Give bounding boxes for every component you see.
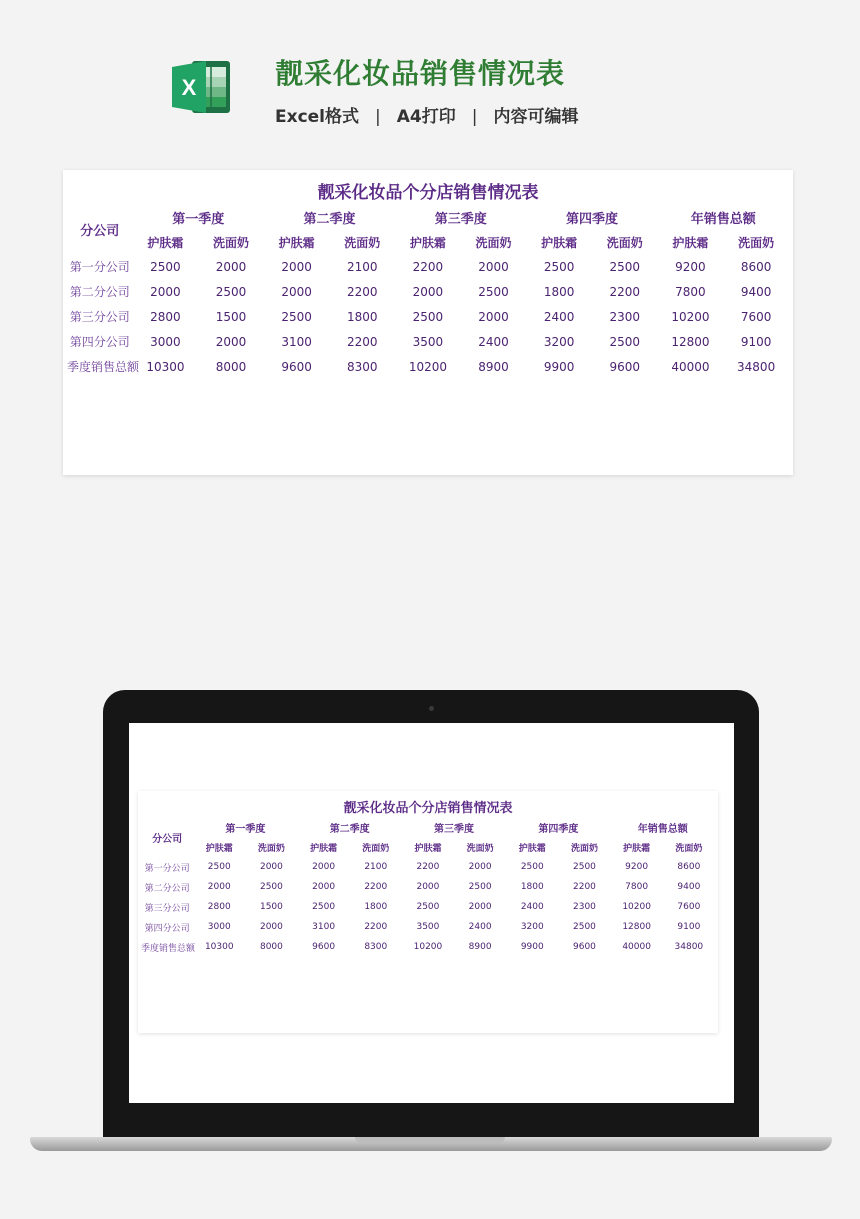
table-cell: 2000 bbox=[312, 862, 336, 872]
product-header: 护肤霜 bbox=[623, 844, 651, 854]
laptop-notch bbox=[355, 1137, 505, 1143]
table-cell: 8000 bbox=[259, 942, 283, 952]
table-cell: 9200 bbox=[675, 259, 706, 274]
table-cell: 3100 bbox=[312, 922, 336, 932]
table-cell: 2200 bbox=[609, 284, 641, 299]
table-cell: 2500 bbox=[412, 309, 444, 324]
page-title: 靓采化妆品销售情况表 bbox=[275, 57, 566, 90]
table-cell: 2200 bbox=[573, 882, 596, 892]
table-cell: 2000 bbox=[478, 309, 509, 324]
table-cell: 34800 bbox=[674, 942, 704, 952]
product-header: 护肤霜 bbox=[414, 844, 442, 854]
table-cell: 40000 bbox=[671, 359, 710, 374]
product-header: 护肤霜 bbox=[518, 844, 546, 854]
table-cell: 2300 bbox=[573, 902, 596, 912]
table-cell: 10200 bbox=[413, 942, 443, 952]
table-cell: 2100 bbox=[364, 862, 388, 872]
sheet-preview bbox=[63, 170, 793, 475]
sheet-title: 靓采化妆品个分店销售情况表 bbox=[343, 801, 513, 816]
table-cell: 9400 bbox=[677, 882, 701, 892]
table-cell: 2200 bbox=[364, 882, 388, 892]
table-cell: 2000 bbox=[281, 259, 312, 274]
table-cell: 40000 bbox=[622, 942, 651, 952]
product-header: 护肤霜 bbox=[205, 844, 233, 854]
header-row-quarters bbox=[141, 817, 715, 838]
table-cell: 12800 bbox=[622, 922, 651, 932]
page-header bbox=[0, 0, 860, 160]
table-cell: 2500 bbox=[281, 309, 312, 324]
quarter-header: 第二季度 bbox=[303, 211, 356, 227]
page-subtitle bbox=[275, 102, 578, 127]
product-header: 护肤霜 bbox=[541, 235, 578, 250]
product-header: 护肤霜 bbox=[147, 235, 184, 250]
table-cell: 2000 bbox=[259, 922, 283, 932]
table-cell: 2200 bbox=[416, 862, 440, 872]
table-cell: 1800 bbox=[364, 902, 388, 912]
separator: | bbox=[471, 107, 478, 127]
row-label: 第二分公司 bbox=[144, 883, 190, 894]
row-label: 第二分公司 bbox=[69, 285, 130, 299]
row-label: 第四分公司 bbox=[69, 335, 130, 349]
table-cell: 8300 bbox=[364, 942, 388, 952]
product-header: 护肤霜 bbox=[672, 235, 709, 250]
table-cell: 2500 bbox=[573, 862, 596, 872]
table-cell: 2400 bbox=[468, 922, 492, 932]
table-cell: 2500 bbox=[215, 284, 247, 299]
table-cell: 2800 bbox=[207, 902, 231, 912]
quarter-header: 第三季度 bbox=[434, 824, 475, 835]
print-label: A4打印 bbox=[396, 107, 456, 127]
table-cell: 2000 bbox=[281, 284, 312, 299]
excel-icon bbox=[170, 55, 234, 119]
table-cell: 9200 bbox=[625, 862, 649, 872]
separator: | bbox=[375, 107, 381, 127]
quarter-header: 第三季度 bbox=[434, 211, 487, 227]
quarter-header: 第四季度 bbox=[565, 211, 618, 227]
header-row-products bbox=[67, 230, 789, 254]
table-cell: 2500 bbox=[609, 259, 641, 274]
table-row bbox=[67, 279, 789, 304]
corner-header: 分公司 bbox=[152, 833, 183, 845]
table-cell: 2400 bbox=[520, 902, 544, 912]
row-label: 季度销售总额 bbox=[67, 360, 140, 374]
row-label: 第三分公司 bbox=[69, 310, 130, 324]
table-cell: 9600 bbox=[609, 359, 641, 374]
quarter-header: 年销售总额 bbox=[690, 211, 756, 227]
table-cell: 2500 bbox=[416, 902, 440, 912]
table-cell: 9600 bbox=[573, 942, 596, 952]
table-cell: 8900 bbox=[468, 942, 492, 952]
table-cell: 3000 bbox=[150, 334, 181, 349]
table-cell: 1500 bbox=[215, 309, 247, 324]
product-header: 护肤霜 bbox=[409, 235, 446, 250]
table-cell: 10200 bbox=[408, 359, 448, 374]
sheet-title: 靓采化妆品个分店销售情况表 bbox=[317, 183, 539, 203]
row-label: 第一分公司 bbox=[69, 260, 130, 274]
table-cell: 2500 bbox=[468, 882, 492, 892]
table-cell: 2000 bbox=[312, 882, 336, 892]
table-cell: 2200 bbox=[347, 334, 378, 349]
product-header: 洗面奶 bbox=[362, 844, 390, 854]
table-cell: 2500 bbox=[609, 334, 641, 349]
table-cell: 10200 bbox=[671, 309, 710, 324]
format-label: Excel格式 bbox=[275, 107, 360, 127]
table-cell: 9100 bbox=[740, 334, 772, 349]
table-cell: 2000 bbox=[468, 862, 492, 872]
table-cell: 2000 bbox=[215, 334, 247, 349]
table-cell: 8600 bbox=[740, 259, 772, 274]
product-header: 洗面奶 bbox=[675, 844, 703, 854]
table-cell: 2300 bbox=[609, 309, 641, 324]
table-cell: 2500 bbox=[573, 922, 596, 932]
product-header: 洗面奶 bbox=[570, 844, 598, 854]
table-cell: 1800 bbox=[520, 882, 544, 892]
table-cell: 2000 bbox=[478, 259, 509, 274]
table-cell: 2000 bbox=[416, 882, 440, 892]
table-cell: 2200 bbox=[347, 284, 378, 299]
table-cell: 2100 bbox=[347, 259, 378, 274]
product-header: 洗面奶 bbox=[213, 235, 250, 250]
product-header: 洗面奶 bbox=[606, 235, 643, 250]
table-row bbox=[141, 857, 715, 877]
table-cell: 2500 bbox=[478, 284, 509, 299]
table-cell: 1800 bbox=[347, 309, 378, 324]
table-cell: 7800 bbox=[675, 284, 706, 299]
table-cell: 9100 bbox=[677, 922, 701, 932]
table-cell: 2000 bbox=[412, 284, 444, 299]
product-header: 护肤霜 bbox=[278, 235, 315, 250]
row-label: 季度销售总额 bbox=[141, 943, 196, 954]
table-cell: 34800 bbox=[737, 359, 776, 374]
table-cell: 2400 bbox=[543, 309, 575, 324]
product-header: 护肤霜 bbox=[310, 844, 338, 854]
table-cell: 10300 bbox=[204, 942, 234, 952]
table-cell: 3200 bbox=[543, 334, 575, 349]
table-cell: 3200 bbox=[520, 922, 544, 932]
table-cell: 1800 bbox=[543, 284, 575, 299]
header-row-products bbox=[141, 838, 715, 857]
row-label: 第一分公司 bbox=[144, 863, 190, 874]
table-row bbox=[141, 877, 715, 897]
excel-icon-letter: X bbox=[181, 75, 197, 100]
table-cell: 2000 bbox=[207, 882, 231, 892]
table-row bbox=[67, 304, 789, 329]
quarter-header: 第四季度 bbox=[538, 824, 579, 835]
table-cell: 2000 bbox=[468, 902, 492, 912]
table-cell: 9600 bbox=[312, 942, 336, 952]
table-cell: 2400 bbox=[478, 334, 509, 349]
table-cell: 10200 bbox=[622, 902, 651, 912]
table-cell: 1500 bbox=[259, 902, 283, 912]
table-cell: 8900 bbox=[478, 359, 509, 374]
table-cell: 3000 bbox=[207, 922, 231, 932]
product-header: 洗面奶 bbox=[475, 235, 512, 250]
quarter-header: 年销售总额 bbox=[637, 824, 688, 835]
camera-dot bbox=[429, 706, 434, 711]
table-cell: 2500 bbox=[150, 259, 181, 274]
table-cell: 2000 bbox=[215, 259, 247, 274]
table-cell: 2800 bbox=[150, 309, 181, 324]
table-cell: 2500 bbox=[207, 862, 231, 872]
table-cell: 7600 bbox=[740, 309, 772, 324]
table-cell: 3100 bbox=[281, 334, 312, 349]
table-cell: 7800 bbox=[625, 882, 649, 892]
table-cell: 9900 bbox=[520, 942, 544, 952]
quarter-header: 第一季度 bbox=[172, 211, 225, 227]
table-cell: 9900 bbox=[543, 359, 575, 374]
product-header: 洗面奶 bbox=[466, 844, 494, 854]
table-cell: 2500 bbox=[543, 259, 575, 274]
product-header: 洗面奶 bbox=[257, 844, 285, 854]
quarter-header: 第一季度 bbox=[225, 824, 266, 835]
table-row bbox=[67, 254, 789, 279]
table-cell: 2500 bbox=[520, 862, 544, 872]
corner-header: 分公司 bbox=[80, 223, 120, 239]
table-cell: 2500 bbox=[312, 902, 336, 912]
product-header: 洗面奶 bbox=[738, 235, 775, 250]
table-cell: 3500 bbox=[412, 334, 444, 349]
sales-table bbox=[141, 817, 715, 957]
table-cell: 10300 bbox=[146, 359, 185, 374]
quarter-header: 第二季度 bbox=[329, 824, 370, 835]
table-cell: 7600 bbox=[677, 902, 701, 912]
row-label: 第三分公司 bbox=[144, 903, 190, 914]
table-cell: 8000 bbox=[215, 359, 247, 374]
sheet-preview-laptop bbox=[138, 791, 718, 1033]
product-header: 洗面奶 bbox=[344, 235, 381, 250]
table-cell: 8600 bbox=[677, 862, 701, 872]
table-cell: 9600 bbox=[281, 359, 312, 374]
edit-label: 内容可编辑 bbox=[493, 107, 579, 127]
table-cell: 2200 bbox=[412, 259, 444, 274]
table-cell: 2500 bbox=[259, 882, 283, 892]
table-row bbox=[67, 354, 789, 379]
table-cell: 8300 bbox=[347, 359, 378, 374]
sales-table bbox=[67, 204, 789, 379]
header-row-quarters bbox=[67, 204, 789, 230]
table-cell: 2200 bbox=[364, 922, 388, 932]
table-cell: 2000 bbox=[259, 862, 283, 872]
table-row bbox=[141, 897, 715, 917]
table-cell: 9400 bbox=[740, 284, 772, 299]
table-row bbox=[141, 937, 715, 957]
table-row bbox=[141, 917, 715, 937]
row-label: 第四分公司 bbox=[144, 923, 190, 934]
table-cell: 3500 bbox=[416, 922, 440, 932]
table-cell: 2000 bbox=[150, 284, 181, 299]
laptop-screen bbox=[129, 723, 734, 1103]
table-row bbox=[67, 329, 789, 354]
table-cell: 12800 bbox=[671, 334, 710, 349]
